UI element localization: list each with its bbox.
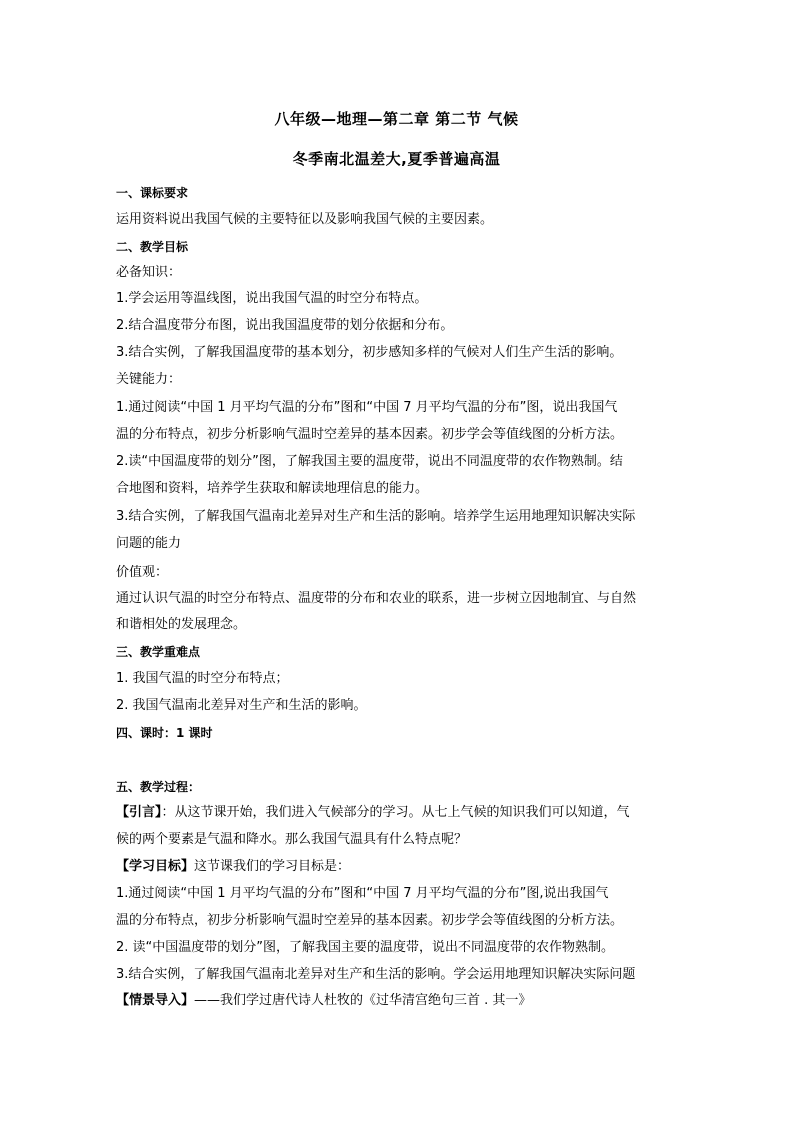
goal-item-3: 3.结合实例，了解我国气温南北差异对生产和生活的影响。学会运用地理知识解决实际问题 (116, 967, 636, 982)
goal-item-1-line-2: 温的分布特点，初步分析影响气温时空差异的基本因素。初步学会等值线图的分析方法。 (116, 913, 624, 928)
section-1-heading: 一、课标要求 (116, 186, 189, 200)
ability-label: 关键能力： (116, 372, 182, 387)
scene-marker: 【情景导入】 (116, 993, 195, 1008)
ability-item-3-line-2: 问题的能力 (116, 536, 182, 551)
ability-item-1-line-1: 1.通过阅读“中国 1 月平均气温的分布”图和“中国 7 月平均气温的分布”图，说出我国气 (116, 400, 618, 415)
intro-text: ：从这节课开始，我们进入气候部分的学习。从七上气候的知识我们可以知道，气 (161, 805, 630, 820)
section-5-heading: 五、教学过程： (116, 780, 201, 794)
document-title: 八年级—地理—第二章 第二节 气候 (274, 110, 519, 128)
goal-item-1-line-1: 1.通过阅读“中国 1 月平均气温的分布”图和“中国 7 月平均气温的分布”图,说出我国气 (116, 886, 609, 901)
scene-text: ——我们学过唐代诗人杜牧的《过华清宫绝句三首 . 其一》 (194, 993, 532, 1008)
goal-line (116, 857, 686, 877)
section-1-text: 运用资料说出我国气候的主要特征以及影响我国气候的主要因素。 (116, 212, 494, 227)
knowledge-item-2: 2.结合温度带分布图，说出我国温度带的划分依据和分布。 (116, 318, 454, 333)
ability-item-3-line-1: 3.结合实例，了解我国气温南北差异对生产和生活的影响。培养学生运用地理知识解决实际 (116, 509, 636, 524)
difficulty-item-1: 1. 我国气温的时空分布特点； (116, 671, 289, 686)
knowledge-item-3: 3.结合实例，了解我国温度带的基本划分，初步感知多样的气候对人们生产生活的影响。 (116, 345, 623, 360)
ability-item-2-line-1: 2.读“中国温度带的划分”图，了解我国主要的温度带，说出不同温度带的农作物熟制。结 (116, 454, 623, 469)
knowledge-item-1: 1.学会运用等温线图，说出我国气温的时空分布特点。 (116, 291, 428, 306)
intro-line-1 (116, 803, 686, 823)
ability-item-1-line-2: 温的分布特点，初步分析影响气温时空差异的基本因素。初步学会等值线图的分析方法。 (116, 427, 624, 442)
goal-marker: 【学习目标】 (116, 859, 195, 874)
intro-marker: 【引言】 (116, 805, 162, 820)
value-text-line-2: 和谐相处的发展理念。 (116, 617, 247, 632)
section-3-heading: 三、教学重难点 (116, 645, 201, 659)
ability-item-2-line-2: 合地图和资料，培养学生获取和解读地理信息的能力。 (116, 481, 429, 496)
scene-line (116, 991, 686, 1011)
goal-item-2: 2. 读“中国温度带的划分”图，了解我国主要的温度带，说出不同温度带的农作物熟制。 (116, 940, 615, 955)
difficulty-item-2: 2. 我国气温南北差异对生产和生活的影响。 (116, 698, 367, 713)
knowledge-label: 必备知识： (116, 265, 182, 280)
intro-line-2: 候的两个要素是气温和降水。那么我国气温具有什么特点呢？ (116, 832, 468, 847)
value-text-line-1: 通过认识气温的时空分布特点、温度带的分布和农业的联系，进一步树立因地制宜、与自然 (116, 591, 637, 606)
goal-text: 这节课我们的学习目标是： (194, 859, 351, 874)
section-4-heading: 四、课时：1 课时 (116, 726, 213, 740)
value-label: 价值观： (116, 565, 169, 580)
section-2-heading: 二、教学目标 (116, 240, 189, 254)
document-subtitle: 冬季南北温差大,夏季普遍高温 (292, 150, 501, 168)
